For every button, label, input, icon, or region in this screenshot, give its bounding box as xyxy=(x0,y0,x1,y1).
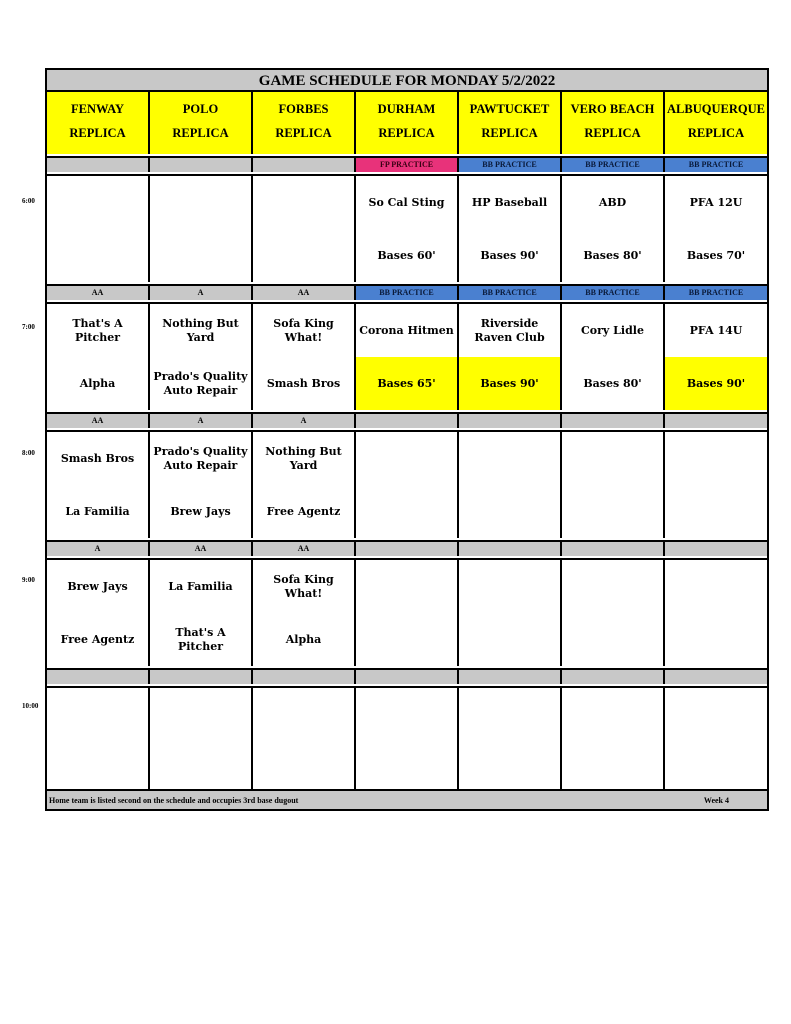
away-team: Riverside Raven Club xyxy=(474,316,545,344)
game-cell xyxy=(253,432,356,538)
home-team: Bases 70' xyxy=(686,248,746,262)
field-name: PAWTUCKET xyxy=(469,102,550,116)
away-team xyxy=(47,688,148,741)
game-cell xyxy=(150,688,253,794)
away-team xyxy=(562,688,663,741)
away-team: That's A Pitcher xyxy=(72,316,123,344)
away-team xyxy=(459,432,560,485)
field-name: VERO BEACH xyxy=(570,102,655,116)
home-team: Bases 90' xyxy=(665,357,767,410)
practice-label: BB PRACTICE xyxy=(562,158,665,172)
field-name: ALBUQUERQUE xyxy=(667,102,765,116)
division-label xyxy=(150,158,253,172)
division-label xyxy=(47,158,150,172)
field-header xyxy=(356,92,459,154)
field-header xyxy=(253,92,356,154)
away-team xyxy=(150,176,251,229)
game-cell xyxy=(356,176,459,282)
division-label: A xyxy=(150,414,253,428)
division-label xyxy=(562,542,665,556)
time-slot-row xyxy=(47,304,767,414)
home-team xyxy=(253,229,354,282)
game-cell xyxy=(562,432,665,538)
time-label-9: 9:00 xyxy=(22,576,35,584)
division-label: AA xyxy=(47,414,150,428)
game-cell xyxy=(253,688,356,794)
footer-bar xyxy=(47,789,767,809)
away-team: Nothing But Yard xyxy=(162,316,239,344)
away-team: Cory Lidle xyxy=(581,323,644,337)
game-cell xyxy=(253,304,356,410)
home-team xyxy=(665,613,767,666)
home-team xyxy=(356,741,457,794)
home-team: Bases 65' xyxy=(356,357,457,410)
game-cell xyxy=(253,176,356,282)
game-cell xyxy=(47,304,150,410)
division-label xyxy=(47,670,150,684)
game-cell xyxy=(459,304,562,410)
field-header xyxy=(562,92,665,154)
field-name: FENWAY xyxy=(70,102,125,116)
division-label xyxy=(562,670,665,684)
home-team xyxy=(47,229,148,282)
division-label: A xyxy=(47,542,150,556)
game-cell xyxy=(562,688,665,794)
game-cell xyxy=(665,432,767,538)
home-team xyxy=(562,741,663,794)
home-team: Alpha xyxy=(285,632,322,646)
game-cell xyxy=(356,560,459,666)
division-label: A xyxy=(150,286,253,300)
practice-label: BB PRACTICE xyxy=(562,286,665,300)
field-header xyxy=(150,92,253,154)
division-label: AA xyxy=(150,542,253,556)
home-team: Prado's Quality Auto Repair xyxy=(153,369,248,397)
field-sub: REPLICA xyxy=(378,126,435,140)
game-cell xyxy=(665,304,767,410)
week-label: Week 4 xyxy=(703,796,729,805)
time-slot-row xyxy=(47,560,767,670)
field-sub: REPLICA xyxy=(481,126,538,140)
game-cell xyxy=(562,560,665,666)
field-sub: REPLICA xyxy=(584,126,641,140)
division-label xyxy=(459,414,562,428)
away-team xyxy=(356,688,457,741)
home-team: Bases 80' xyxy=(583,376,642,390)
game-cell xyxy=(356,688,459,794)
home-team xyxy=(665,741,767,794)
division-label: A xyxy=(253,414,356,428)
field-header xyxy=(665,92,767,154)
division-label xyxy=(253,670,356,684)
division-label: AA xyxy=(47,286,150,300)
game-cell xyxy=(665,560,767,666)
home-team xyxy=(150,229,251,282)
game-cell xyxy=(562,176,665,282)
game-cell xyxy=(47,432,150,538)
practice-label: BB PRACTICE xyxy=(459,158,562,172)
game-cell xyxy=(150,176,253,282)
away-team xyxy=(562,560,663,613)
away-team: Smash Bros xyxy=(60,451,135,465)
home-team: Bases 80' xyxy=(583,248,642,262)
division-label xyxy=(356,542,459,556)
field-header xyxy=(47,92,150,154)
division-label xyxy=(356,414,459,428)
away-team: So Cal Sting xyxy=(368,195,445,209)
game-cell xyxy=(150,304,253,410)
schedule-sheet xyxy=(45,68,769,811)
game-cell xyxy=(562,304,665,410)
away-team xyxy=(665,432,767,485)
division-label xyxy=(253,158,356,172)
away-team: Prado's Quality Auto Repair xyxy=(153,444,248,472)
division-label xyxy=(665,542,767,556)
home-team: Smash Bros xyxy=(266,376,341,390)
game-cell xyxy=(459,688,562,794)
game-cell xyxy=(47,560,150,666)
away-team xyxy=(562,432,663,485)
page-title: GAME SCHEDULE FOR MONDAY 5/2/2022 xyxy=(47,70,767,92)
division-label-row xyxy=(47,414,767,432)
away-team xyxy=(356,560,457,613)
time-slot-row xyxy=(47,688,767,798)
game-cell xyxy=(665,688,767,794)
field-sub: REPLICA xyxy=(275,126,332,140)
home-team xyxy=(150,741,251,794)
game-cell xyxy=(47,176,150,282)
away-team: HP Baseball xyxy=(471,195,548,209)
field-header-row xyxy=(47,92,767,158)
footer-note: Home team is listed second on the schedule and occupies 3rd base dugout xyxy=(49,796,299,805)
home-team: Free Agentz xyxy=(60,632,135,646)
division-label xyxy=(459,542,562,556)
away-team: Corona Hitmen xyxy=(359,323,454,337)
division-label xyxy=(665,670,767,684)
away-team: Brew Jays xyxy=(67,579,128,593)
away-team xyxy=(253,688,354,741)
time-label-7: 7:00 xyxy=(22,323,35,331)
home-team: Bases 60' xyxy=(377,248,436,262)
game-cell xyxy=(459,176,562,282)
time-label-10: 10:00 xyxy=(22,702,39,710)
game-cell xyxy=(150,560,253,666)
home-team: La Familia xyxy=(65,504,130,518)
game-cell xyxy=(356,304,459,410)
field-sub: REPLICA xyxy=(69,126,126,140)
game-cell xyxy=(150,432,253,538)
home-team xyxy=(459,485,560,538)
field-header xyxy=(459,92,562,154)
game-cell xyxy=(356,432,459,538)
division-label xyxy=(459,670,562,684)
time-label-6: 6:00 xyxy=(22,197,35,205)
away-team xyxy=(665,688,767,741)
division-label: AA xyxy=(253,542,356,556)
away-team xyxy=(665,560,767,613)
schedule-grid xyxy=(47,92,767,798)
game-cell xyxy=(665,176,767,282)
division-label-row xyxy=(47,158,767,176)
game-cell xyxy=(459,432,562,538)
away-team xyxy=(150,688,251,741)
home-team xyxy=(253,741,354,794)
practice-label: BB PRACTICE xyxy=(459,286,562,300)
home-team xyxy=(562,613,663,666)
game-cell xyxy=(253,560,356,666)
home-team xyxy=(356,613,457,666)
field-sub: REPLICA xyxy=(687,126,745,140)
home-team: Bases 90' xyxy=(480,248,539,262)
division-label-row xyxy=(47,542,767,560)
game-cell xyxy=(459,560,562,666)
home-team xyxy=(47,741,148,794)
away-team: Nothing But Yard xyxy=(265,444,342,472)
practice-label: BB PRACTICE xyxy=(665,286,767,300)
division-label xyxy=(665,414,767,428)
home-team xyxy=(356,485,457,538)
division-label: AA xyxy=(253,286,356,300)
field-sub: REPLICA xyxy=(172,126,229,140)
away-team: PFA 14U xyxy=(689,323,743,337)
away-team xyxy=(459,688,560,741)
time-slot-row xyxy=(47,176,767,286)
away-team: Sofa King What! xyxy=(273,316,334,344)
time-slot-row xyxy=(47,432,767,542)
away-team: ABD xyxy=(598,195,627,209)
division-label xyxy=(562,414,665,428)
division-label xyxy=(150,670,253,684)
home-team: Brew Jays xyxy=(170,504,231,518)
field-name: POLO xyxy=(182,102,219,116)
home-team xyxy=(665,485,767,538)
practice-label: FP PRACTICE xyxy=(356,158,459,172)
away-team: La Familia xyxy=(168,579,233,593)
away-team xyxy=(459,560,560,613)
field-name: DURHAM xyxy=(377,102,436,116)
home-team xyxy=(459,613,560,666)
home-team: Free Agentz xyxy=(266,504,341,518)
time-label-8: 8:00 xyxy=(22,449,35,457)
home-team: That's A Pitcher xyxy=(175,625,226,653)
home-team: Alpha xyxy=(79,376,116,390)
home-team xyxy=(562,485,663,538)
division-label xyxy=(356,670,459,684)
away-team: Sofa King What! xyxy=(273,572,334,600)
away-team xyxy=(356,432,457,485)
away-team: PFA 12U xyxy=(689,195,743,209)
field-name: FORBES xyxy=(278,102,329,116)
home-team xyxy=(459,741,560,794)
practice-label: BB PRACTICE xyxy=(665,158,767,172)
division-label-row xyxy=(47,670,767,688)
division-label-row xyxy=(47,286,767,304)
away-team xyxy=(253,176,354,229)
game-cell xyxy=(47,688,150,794)
home-team: Bases 90' xyxy=(459,357,560,410)
away-team xyxy=(47,176,148,229)
practice-label: BB PRACTICE xyxy=(356,286,459,300)
